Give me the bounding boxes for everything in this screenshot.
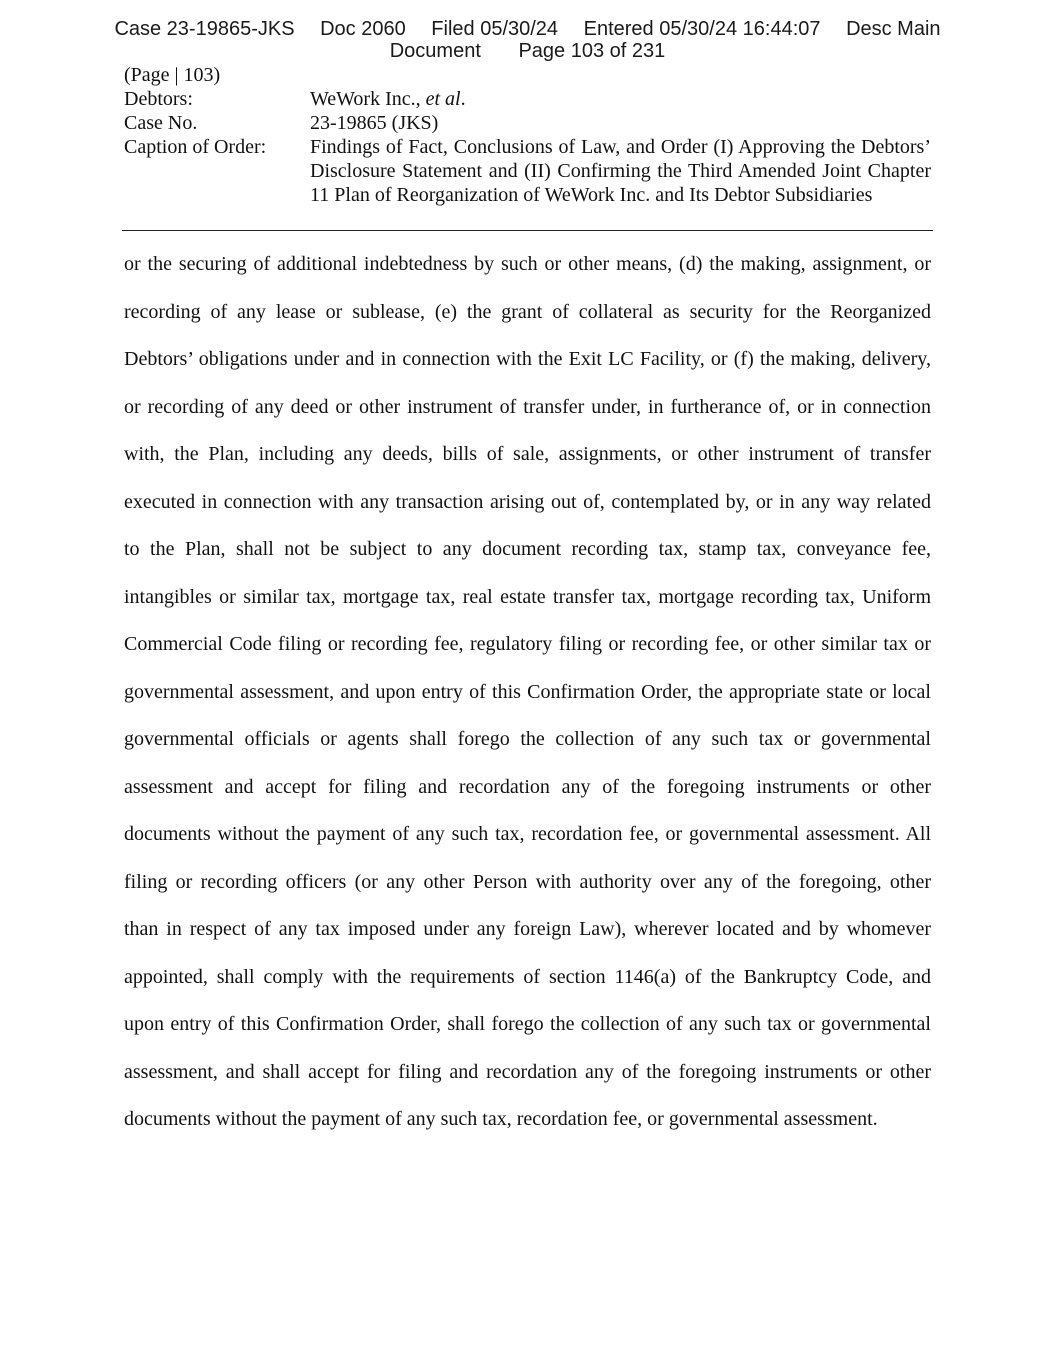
filed-date-stamp: Filed 05/30/24 (431, 18, 559, 40)
body-text-line: intangibles or similar tax, mortgage tax, real estate transfer tax, mortgage recording tax, Uniform (124, 585, 931, 608)
body-text-line: documents without the payment of any such tax, recordation fee, or governmental assessment. All (124, 823, 931, 845)
body-text-line: Debtors’ obligations under and in connection with the Exit LC Facility, or (f) the making, delivery, (124, 348, 931, 370)
body-text-line: assessment and accept for filing and recordation any of the foregoing instruments or other (124, 775, 931, 798)
body-text-line: Commercial Code filing or recording fee, regulatory filing or recording fee, or other similar tax or (124, 633, 931, 655)
debtors-et-al: et al (425, 88, 461, 110)
body-text-line: assessment, and shall accept for filing and recordation any of the foregoing instruments or other (124, 1060, 931, 1083)
body-text-line: recording of any lease or sublease, (e) the grant of collateral as security for the Reorganized (124, 300, 931, 323)
body-text-line: or recording of any deed or other instrument of transfer under, in furtherance of, or in connection (124, 395, 931, 418)
body-text-line: than in respect of any tax imposed under any foreign Law), wherever located and by whomever (124, 918, 931, 940)
debtors-row (124, 87, 931, 111)
body-text-line: governmental assessment, and upon entry of this Confirmation Order, the appropriate state or local (124, 680, 931, 703)
body-text-line: appointed, shall comply with the requirements of section 1146(a) of the Bankruptcy Code, and (124, 965, 931, 988)
body-text-line: to the Plan, shall not be subject to any document recording tax, stamp tax, conveyance fee, (124, 538, 931, 560)
caption-of-order-value: Findings of Fact, Conclusions of Law, and Order (I) Approving the Debtors’ Disclosure Statement and (II) Confirming the Third Amended Joint Chapter 11 Plan of Reorganization of WeWork Inc. and Its Debtor Subsidiaries (310, 136, 931, 206)
ecf-filing-header (0, 18, 1055, 62)
case-number-value: 23-19865 (JKS) (310, 112, 439, 134)
body-text-line: with, the Plan, including any deeds, bills of sale, assignments, or other instrument of transfer (124, 443, 931, 465)
body-text-line: upon entry of this Confirmation Order, shall forego the collection of any such tax or governmental (124, 1013, 931, 1035)
case-number-row (124, 111, 931, 135)
ecf-header-line-1 (0, 18, 1055, 40)
doc-number-stamp: Doc 2060 (320, 18, 406, 40)
body-text-line: executed in connection with any transaction arising out of, contemplated by, or in any way related (124, 490, 931, 513)
order-body-paragraph (124, 241, 931, 1144)
debtors-period: . (460, 88, 466, 110)
order-caption-block (124, 63, 931, 207)
body-text-line: or the securing of additional indebtedness by such or other means, (d) the making, assignment, or (124, 253, 931, 275)
caption-of-order-label: Caption of Order: (124, 136, 267, 158)
desc-stamp: Desc Main (846, 18, 941, 40)
caption-of-order-row (124, 135, 931, 207)
page-count-stamp: Page 103 of 231 (518, 40, 666, 62)
case-number-stamp: Case 23-19865-JKS (114, 18, 295, 40)
debtors-name: WeWork Inc., (310, 88, 426, 110)
page-reference-row (124, 63, 931, 87)
body-text-line: governmental officials or agents shall forego the collection of any such tax or governmental (124, 728, 931, 750)
body-text-line: documents without the payment of any such tax, recordation fee, or governmental assessment. (124, 1108, 878, 1130)
entered-date-stamp: Entered 05/30/24 16:44:07 (583, 18, 821, 40)
page-reference: (Page | 103) (124, 64, 221, 86)
debtors-label: Debtors: (124, 88, 193, 110)
body-text-line: filing or recording officers (or any other Person with authority over any of the foregoing, other (124, 870, 931, 893)
ecf-header-line-2 (0, 40, 1055, 62)
case-number-label: Case No. (124, 112, 198, 134)
debtors-value (310, 87, 931, 111)
caption-divider (122, 230, 933, 231)
document-stamp: Document (389, 40, 481, 62)
